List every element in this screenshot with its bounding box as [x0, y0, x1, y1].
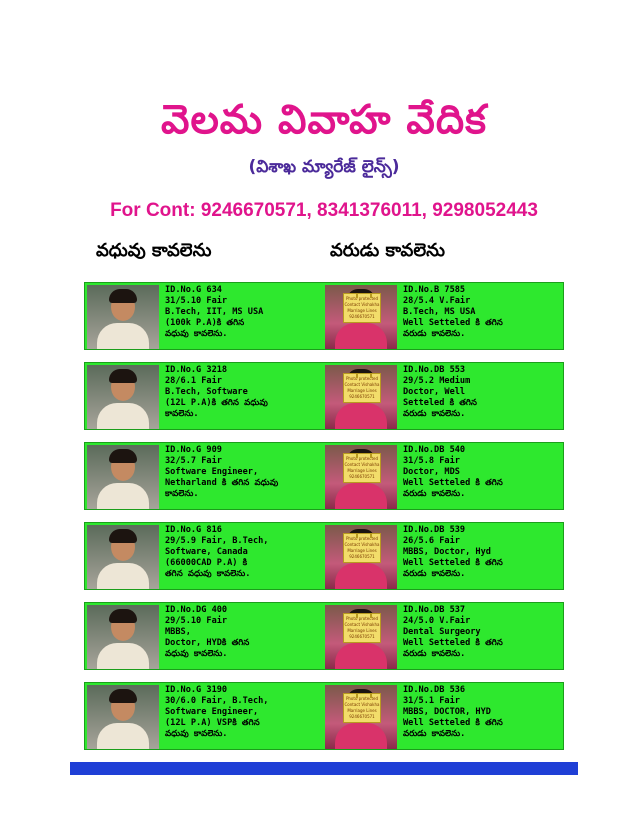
bride-profile-text: ID.No.DB 553 29/5.2 Medium Doctor, Well Setteled కి తగిన వరుడు కావలెను.	[403, 365, 477, 419]
profile-row	[84, 442, 564, 510]
bride-photo	[325, 445, 397, 509]
bride-photo	[325, 365, 397, 429]
profile-row	[84, 602, 564, 670]
bride-profile-card	[325, 685, 561, 747]
bride-profile-card	[325, 445, 561, 507]
groom-profile-card	[87, 445, 323, 507]
groom-profile-text: ID.No.G 3218 28/6.1 Fair B.Tech, Software (12L P.A)కి తగిన వధువు కావలెను.	[165, 365, 268, 419]
groom-profile-card	[87, 365, 323, 427]
bride-profile-text: ID.No.DB 539 26/5.6 Fair MBBS, Doctor, Hyd Well Setteled కి తగిన వరుడు కావలెను.	[403, 525, 503, 579]
photo-protected-stamp: Photo protected Contact Vishakha Marriage Lines 9246670571	[343, 693, 381, 723]
bride-profile-text: ID.No.DB 536 31/5.1 Fair MBBS, DOCTOR, HYD Well Setteled కి తగిన వరుడు కావలెను.	[403, 685, 503, 739]
profile-row	[84, 282, 564, 350]
groom-profile-card	[87, 285, 323, 347]
bride-profile-card	[325, 525, 561, 587]
groom-photo	[87, 445, 159, 509]
matrimony-flyer	[70, 95, 578, 775]
groom-profile-card	[87, 605, 323, 667]
profile-row	[84, 362, 564, 430]
groom-photo	[87, 605, 159, 669]
groom-profile-text: ID.No.G 909 32/5.7 Fair Software Engineer, Netharland కి తగిన వధువు కావలెను.	[165, 445, 279, 499]
bride-profile-text: ID.No.DB 537 24/5.0 V.Fair Dental Surgeory Well Setteled కి తగిన వరుడు కావలెను.	[403, 605, 503, 659]
photo-protected-stamp: Photo protected Contact Vishakha Marriage Lines 9246670571	[343, 293, 381, 323]
bride-wanted-heading: వధువు కావలెను	[96, 240, 212, 261]
groom-profile-text: ID.No.G 3190 30/6.0 Fair, B.Tech, Software Engineer, (12L P.A) VSPకి తగిన వధువు కావలెను.	[165, 685, 269, 739]
groom-profile-card	[87, 525, 323, 587]
bride-photo	[325, 285, 397, 349]
bride-profile-text: ID.No.DB 540 31/5.8 Fair Doctor, MDS Well Setteled కి తగిన వరుడు కావలెను.	[403, 445, 503, 499]
photo-protected-stamp: Photo protected Contact Vishakha Marriage Lines 9246670571	[343, 613, 381, 643]
page-title: వెలమ వివాహ వేదిక	[161, 97, 487, 143]
profile-row	[84, 682, 564, 750]
bride-profile-text: ID.No.B 7585 28/5.4 V.Fair B.Tech, MS USA Well Setteled కి తగిన వరుడు కావలెను.	[403, 285, 503, 339]
groom-photo	[87, 525, 159, 589]
bride-photo	[325, 525, 397, 589]
groom-profile-text: ID.No.DG 400 29/5.10 Fair MBBS, Doctor, HYDకి తగిన వధువు కావలెను.	[165, 605, 250, 659]
groom-profile-card	[87, 685, 323, 747]
page-subtitle: (విశాఖ మ్యారేజ్ లైన్స్)	[248, 157, 400, 177]
bride-profile-card	[325, 605, 561, 667]
groom-photo	[87, 365, 159, 429]
groom-wanted-heading: వరుడు కావలెను	[330, 240, 445, 261]
footer-bar	[70, 762, 578, 775]
bride-photo	[325, 685, 397, 749]
groom-profile-text: ID.No.G 816 29/5.9 Fair, B.Tech, Software, Canada (66000CAD P.A) కి తగిన వధువు కావలెను.	[165, 525, 269, 579]
bride-profile-card	[325, 365, 561, 427]
groom-photo	[87, 285, 159, 349]
contact-numbers: For Cont: 9246670571, 8341376011, 9298052443	[110, 200, 538, 221]
photo-protected-stamp: Photo protected Contact Vishakha Marriage Lines 9246670571	[343, 533, 381, 563]
bride-photo	[325, 605, 397, 669]
groom-photo	[87, 685, 159, 749]
profile-row	[84, 522, 564, 590]
photo-protected-stamp: Photo protected Contact Vishakha Marriage Lines 9246670571	[343, 453, 381, 483]
bride-profile-card	[325, 285, 561, 347]
photo-protected-stamp: Photo protected Contact Vishakha Marriage Lines 9246670571	[343, 373, 381, 403]
groom-profile-text: ID.No.G 634 31/5.10 Fair B.Tech, IIT, MS USA (100k P.A)కి తగిన వధువు కావలెను.	[165, 285, 264, 339]
